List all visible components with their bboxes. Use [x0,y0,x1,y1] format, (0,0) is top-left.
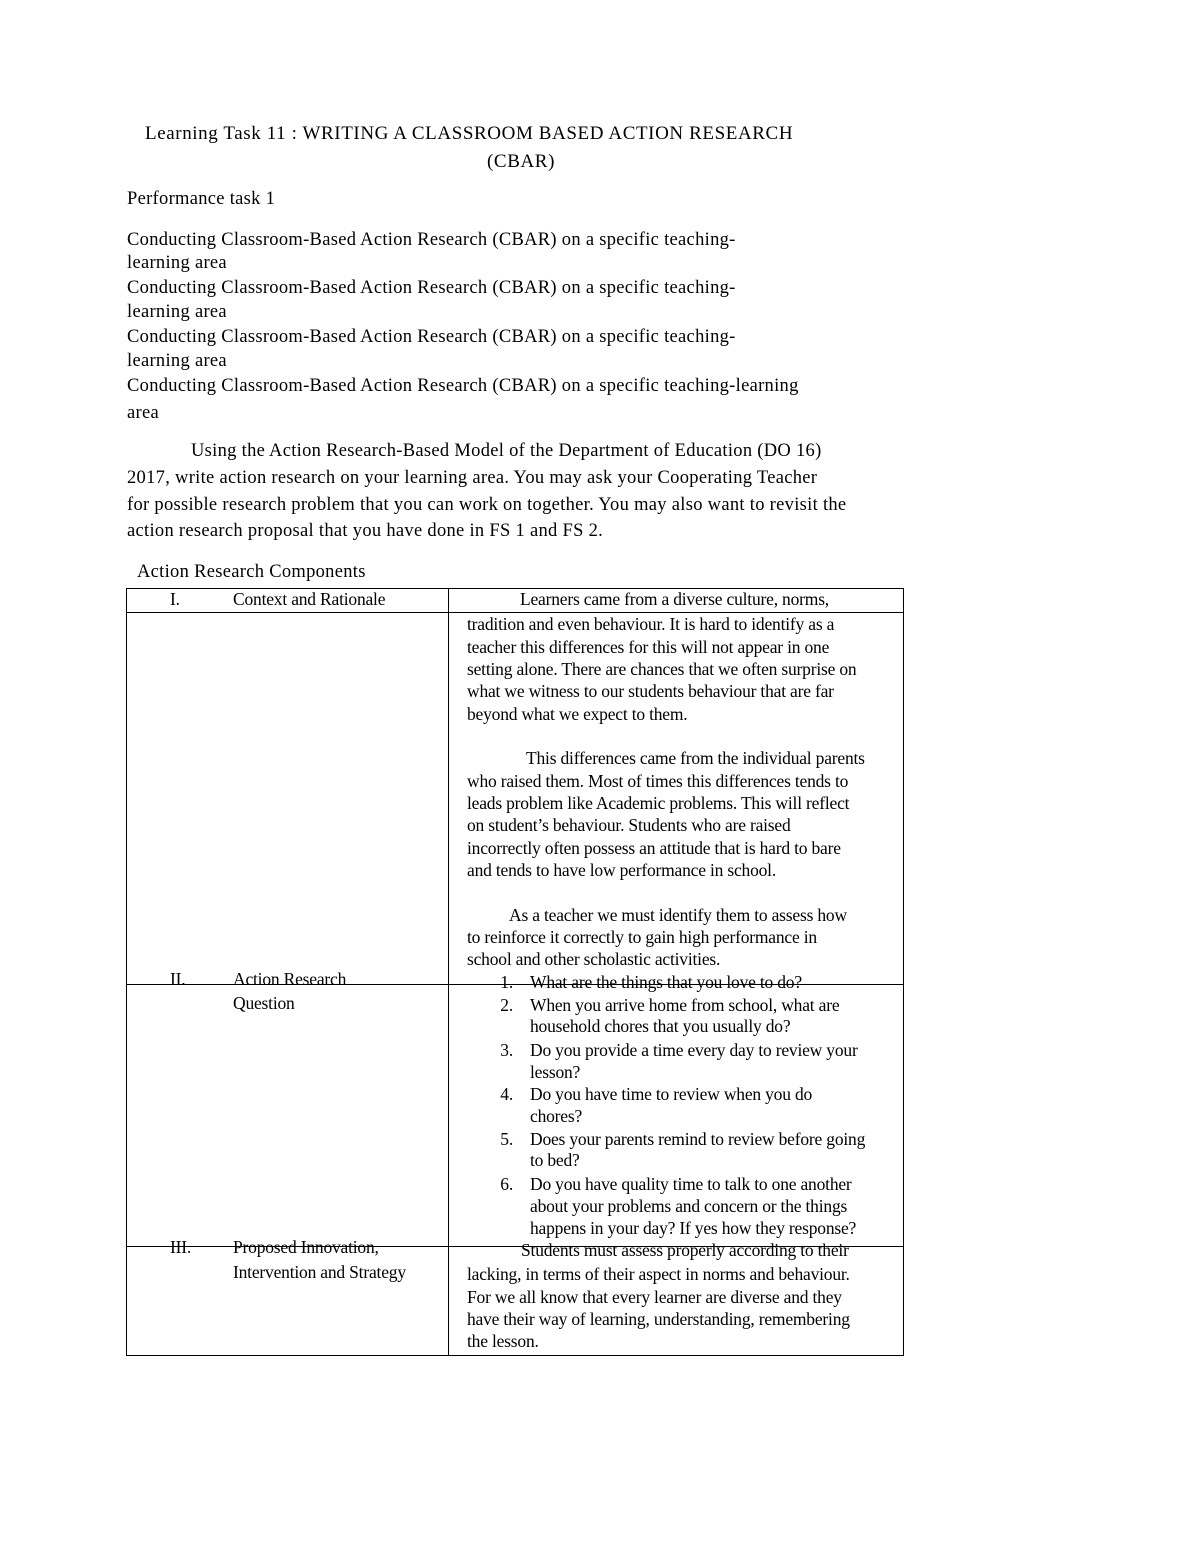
conducting-line: Conducting Classroom-Based Action Research (CBAR) on a specific teaching- [127,230,736,250]
conducting-line: Conducting Classroom-Based Action Research (CBAR) on a specific teaching- [127,327,736,347]
table-border-bottom [126,1355,904,1356]
question-number: 4. [500,1084,513,1104]
row-label: Proposed Innovation, [233,1237,379,1257]
question-number: 2. [500,995,513,1015]
instructions-paragraph: Using the Action Research-Based Model of the Department of Education (DO 16) [191,441,822,461]
row-content: As a teacher we must identify them to assess how [509,905,847,925]
conducting-line: Conducting Classroom-Based Action Research (CBAR) on a specific teaching-learning [127,376,799,396]
performance-task-heading: Performance task 1 [127,189,276,209]
row-content: setting alone. There are chances that we often surprise on [467,659,857,679]
row-content: For we all know that every learner are diverse and they [467,1287,842,1307]
row-numeral: III. [170,1237,192,1257]
row-content: incorrectly often possess an attitude that is hard to bare [467,838,841,858]
question-text: about your problems and concern or the things [530,1196,848,1216]
question-number: 6. [500,1174,513,1194]
question-text: Do you have time to review when you do [530,1084,813,1104]
conducting-line: learning area [127,253,227,273]
row-content: on student’s behaviour. Students who are raised [467,815,791,835]
question-text: When you arrive home from school, what are [530,995,840,1015]
question-text: Does your parents remind to review before going [530,1129,866,1149]
question-text: happens in your day? If yes how they response? [530,1218,857,1238]
row-content: have their way of learning, understanding, remembering [467,1309,850,1329]
table-column-divider [448,588,449,1356]
row-content: lacking, in terms of their aspect in norms and behaviour. [467,1264,850,1284]
row-label: Intervention and Strategy [233,1262,406,1282]
row-numeral: I. [170,589,180,609]
conducting-line: learning area [127,351,227,371]
row-content: teacher this differences for this will not appear in one [467,637,830,657]
question-text: chores? [530,1106,583,1126]
question-text: What are the things that you love to do? [530,972,802,992]
table-header-divider [126,612,904,613]
question-number: 1. [500,972,513,992]
question-text: lesson? [530,1062,581,1082]
row-content: This differences came from the individual parents [526,748,865,768]
table-border-left [126,588,127,1356]
question-text: Do you have quality time to talk to one another [530,1174,852,1194]
row-content: tradition and even behaviour. It is hard to identify as a [467,614,835,634]
row-content: what we witness to our students behaviour that are far [467,681,834,701]
row-label: Context and Rationale [233,589,386,609]
row-numeral: II. [170,969,186,989]
question-number: 5. [500,1129,513,1149]
page-title: Learning Task 11 : WRITING A CLASSROOM BASED ACTION RESEARCH [145,123,794,144]
question-text: to bed? [530,1150,580,1170]
instructions-paragraph: for possible research problem that you can work on together. You may also want to revisit the [127,495,847,515]
row-content: leads problem like Academic problems. This will reflect [467,793,850,813]
row-content: Learners came from a diverse culture, norms, [520,589,829,609]
row-content: and tends to have low performance in school. [467,860,777,880]
table-border-right [903,588,904,1356]
table-caption: Action Research Components [137,562,366,582]
row-content: to reinforce it correctly to gain high performance in [467,927,817,947]
row-content: the lesson. [467,1331,539,1351]
row-label: Question [233,993,295,1013]
row-content: beyond what we expect to them. [467,704,688,724]
instructions-paragraph: 2017, write action research on your learning area. You may ask your Cooperating Teacher [127,468,818,488]
question-number: 3. [500,1040,513,1060]
instructions-paragraph: action research proposal that you have done in FS 1 and FS 2. [127,521,604,541]
row-content: Students must assess properly according to their [521,1240,849,1260]
conducting-line: area [127,403,159,423]
question-text: Do you provide a time every day to review your [530,1040,858,1060]
row-content: who raised them. Most of times this differences tends to [467,771,849,791]
row-label: Action Research [233,969,347,989]
question-text: household chores that you usually do? [530,1016,791,1036]
row-content: school and other scholastic activities. [467,949,721,969]
conducting-line: learning area [127,302,227,322]
conducting-line: Conducting Classroom-Based Action Research (CBAR) on a specific teaching- [127,278,736,298]
page-title-continued: (CBAR) [487,151,555,172]
